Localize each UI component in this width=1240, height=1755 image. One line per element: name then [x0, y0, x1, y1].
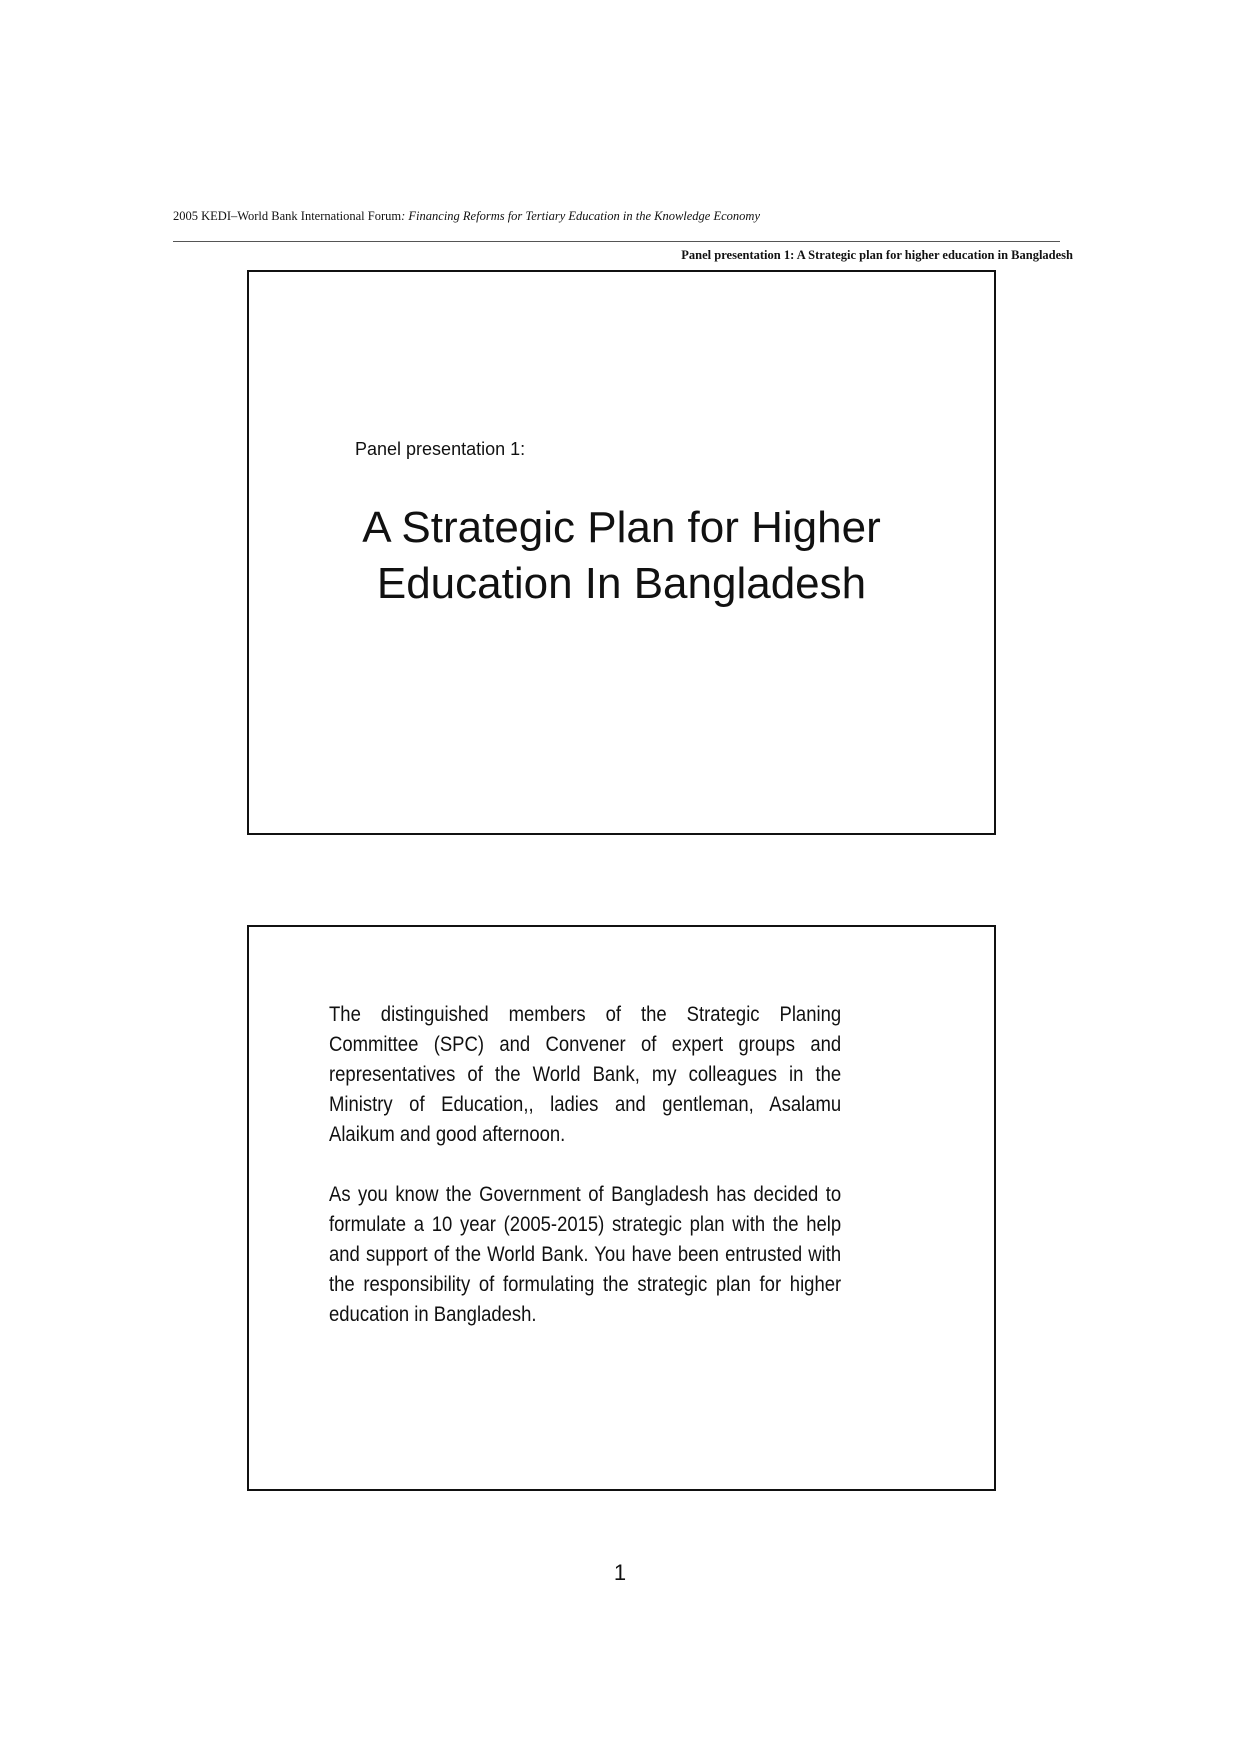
slide-title-line-2: Education In Bangladesh	[376, 559, 867, 608]
header-rule	[173, 241, 1060, 242]
slide-body-frame	[247, 925, 996, 1491]
body-paragraph-1: The distinguished members of the Strategic Planing Committee (SPC) and Convener of expert groups and representatives of the World Bank, my colleagues in the Ministry of Education,, ladies and gentleman, Asalamu Alaikum and good afternoon.	[329, 1003, 842, 1146]
slide-title-line-1: A Strategic Plan for Higher	[362, 503, 881, 552]
body-paragraph-2: As you know the Government of Bangladesh has decided to formulate a 10 year (2005-2015) strategic plan with the help and support of the World Bank. You have been entrusted with the responsibility of formulating the strategic plan for higher education in Bangladesh.	[329, 1183, 842, 1326]
forum-theme: : Financing Reforms for Tertiary Education in the Knowledge Economy	[401, 209, 760, 223]
running-header	[173, 209, 760, 224]
slide-title-frame	[247, 270, 996, 835]
section-header: Panel presentation 1: A Strategic plan for higher education in Bangladesh	[681, 248, 1073, 262]
slide-kicker: Panel presentation 1:	[355, 439, 526, 459]
forum-name: 2005 KEDI–World Bank International Forum	[173, 209, 402, 223]
slide-title	[289, 500, 954, 612]
page-number: 1	[613, 1560, 627, 1585]
slide-body-text	[329, 1000, 841, 1360]
